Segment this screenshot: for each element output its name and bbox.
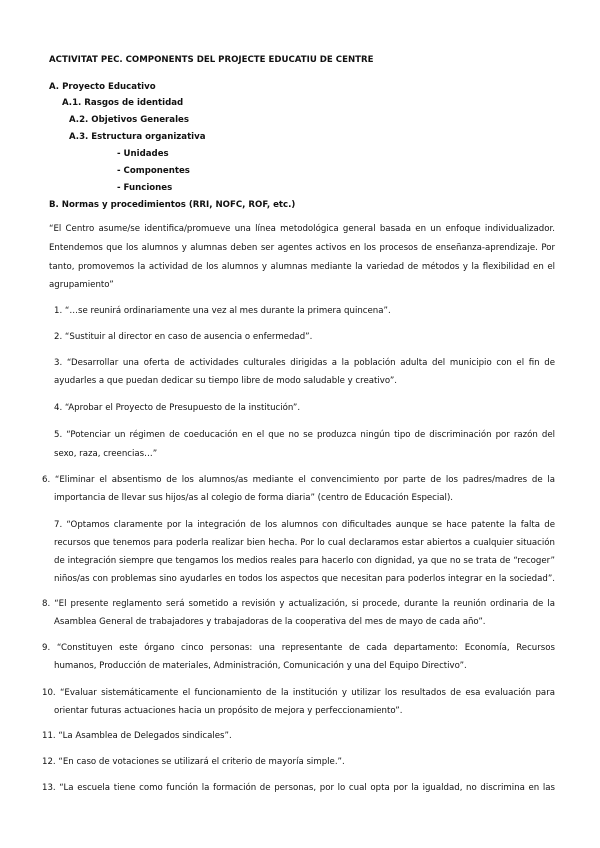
list-item-line: 11. “La Asamblea de Delegados sindicales”. — [42, 731, 232, 741]
intro-line: Entendemos que los alumnos y alumnas deben ser agentes activos en los procesos de enseñanza-aprendizaje. Por — [49, 243, 555, 253]
list-item-line: 13. “La escuela tiene como función la formación de personas, por lo cual opta por la igualdad, no discrimina en las — [42, 783, 555, 793]
list-item-line: 8. “El presente reglamento será sometido a revisión y actualización, si procede, durante la reunión ordinaria de la — [42, 599, 555, 609]
outline-a-heading: A. Proyecto Educativo — [49, 82, 156, 92]
outline-a3-item: - Funciones — [117, 183, 173, 193]
outline-a2-heading: A.2. Objetivos Generales — [69, 115, 189, 125]
list-item-line: sexo, raza, creencias…” — [54, 449, 158, 459]
list-item-line: 1. “…se reunirá ordinariamente una vez al mes durante la primera quincena”. — [54, 306, 391, 316]
outline-a3-item: - Unidades — [117, 149, 169, 159]
list-item-line: 12. “En caso de votaciones se utilizará el criterio de mayoría simple.”. — [42, 757, 345, 767]
list-item-line: 2. “Sustituir al director en caso de ausencia o enfermedad”. — [54, 332, 313, 342]
outline-a3-item: - Componentes — [117, 166, 190, 176]
list-item-line: humanos, Producción de materiales, Administración, Comunicación y una del Equipo Directivo”. — [54, 661, 467, 671]
list-item-line: 5. “Potenciar un régimen de coeducación en el que no se produzca ningún tipo de discriminación por razón del — [54, 430, 555, 440]
document-title: ACTIVITAT PEC. COMPONENTS DEL PROJECTE EDUCATIU DE CENTRE — [49, 55, 374, 65]
intro-line: agrupamiento” — [49, 280, 114, 290]
list-item-line: niños/as con problemas sino ayudarles en todos los aspectos que necesitan para poderlos integrar en la sociedad”. — [54, 574, 555, 584]
list-item-line: 9. “Constituyen este órgano cinco personas: una representante de cada departamento: Economía, Recursos — [42, 643, 555, 653]
list-item-line: 6. “Eliminar el absentismo de los alumnos/as mediante el convencimiento por parte de los padres/madres de la — [42, 475, 555, 485]
outline-b-heading: B. Normas y procedimientos (RRI, NOFC, ROF, etc.) — [49, 200, 296, 210]
list-item-line: 3. “Desarrollar una oferta de actividades culturales dirigidas a la población adulta del municipio con el fin de — [54, 358, 555, 368]
list-item-line: 10. “Evaluar sistemáticamente el funcionamiento de la institución y utilizar los resultados de esa evaluación para — [42, 688, 555, 698]
outline-a1-heading: A.1. Rasgos de identidad — [62, 98, 184, 108]
list-item-line: ayudarles a que puedan dedicar su tiempo libre de modo saludable y creativo”. — [54, 376, 398, 386]
intro-line: “El Centro asume/se identifica/promueve una línea metodológica general basada en un enfoque individualizador. — [49, 224, 555, 234]
list-item-line: 7. “Optamos claramente por la integración de los alumnos con dificultades aunque se hace patente la falta de — [54, 520, 555, 530]
outline-a3-heading: A.3. Estructura organizativa — [69, 132, 206, 142]
list-item-line: recursos que tenemos para poderla realizar bien hecha. Por lo cual declaramos estar abiertos a cualquier situación — [54, 538, 555, 548]
list-item-line: 4. “Aprobar el Proyecto de Presupuesto de la institución”. — [54, 403, 301, 413]
intro-line: tanto, promovemos la actividad de los alumnos y alumnas mediante la variedad de métodos y la flexibilidad en el — [49, 262, 555, 272]
list-item-line: Asamblea General de trabajadores y trabajadoras de la cooperativa del mes de mayo de cada año”. — [54, 617, 486, 627]
list-item-line: orientar futuras actuaciones hacia un propósito de mejora y perfeccionamiento”. — [54, 706, 403, 716]
list-item-line: importancia de llevar sus hijos/as al colegio de forma diaria” (centro de Educación Especial). — [54, 493, 454, 503]
list-item-line: de integración siempre que tengamos los medios reales para hacerlo con dignidad, ya que no se trata de “recoger” — [54, 556, 555, 566]
